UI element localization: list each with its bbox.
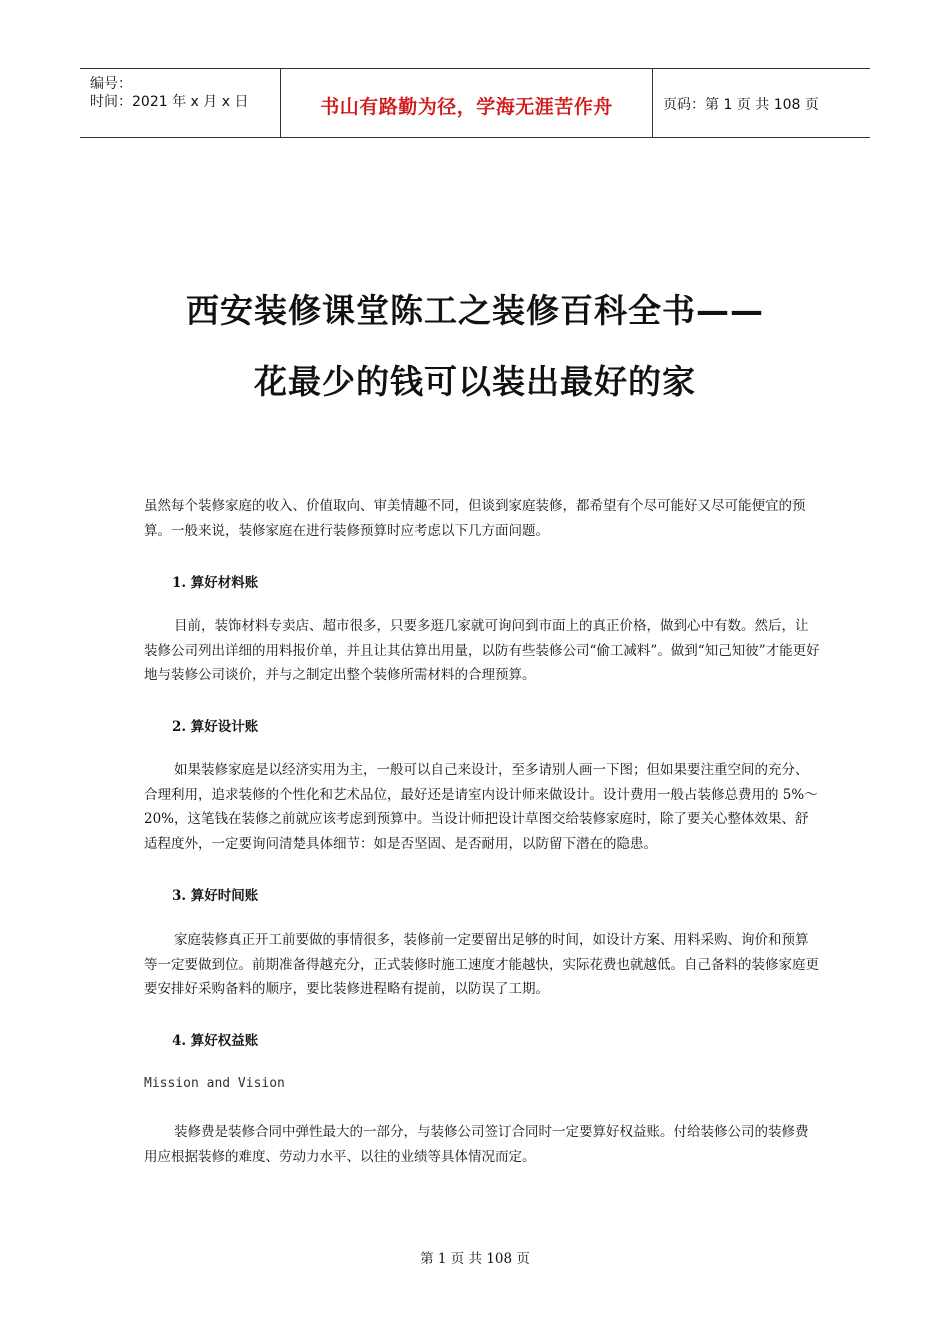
header-page-info: 页码：第 1 页 共 108 页 [663,97,819,113]
header-motto-cell [281,69,653,137]
header-meta-cell [80,69,281,137]
date-label: 时间：2021 年 x 月 x 日 [90,94,249,110]
page-footer: 第 1 页 共 108 页 [420,1251,530,1267]
serial-label: 编号： [90,76,132,92]
title-line-1: 西安装修课堂陈工之装修百科全书—— [186,291,764,330]
title-line-2: 花最少的钱可以装出最好的家 [254,362,696,401]
section-body-4: 装修费是装修合同中弹性最大的一部分，与装修公司签订合同时一定要算好权益账。付给装修公司的装修费用应根据装修的难度、劳动力水平、以往的业绩等具体情况而定。 [144,1124,809,1165]
header-motto: 书山有路勤为径，学海无涯苦作舟 [320,96,613,118]
section-body-3: 家庭装修真正开工前要做的事情很多，装修前一定要留出足够的时间，如设计方案、用料采购、询价和预算等一定要做到位。前期准备得越充分，正式装修时施工速度才能越快，实际花费也就越低。自己备料的装修家庭更要安排好采购备料的顺序，要比装修进程略有提前，以防误了工期。 [144,932,819,997]
header-page-cell [653,69,870,137]
section-body-1: 目前，装饰材料专卖店、超市很多，只要多逛几家就可询问到市面上的真正价格，做到心中有数。然后，让装修公司列出详细的用料报价单，并且让其估算出用量，以防有些装修公司“偷工减料”。做到“知己知彼”才能更好地与装修公司谈价，并与之制定出整个装修所需材料的合理预算。 [144,618,820,683]
section-heading-2: 2. 算好设计账 [172,719,259,735]
section-heading-4: 4. 算好权益账 [172,1033,259,1049]
section-body-2: 如果装修家庭是以经济实用为主，一般可以自己来设计，至多请别人画一下图；但如果要注重空间的充分、合理利用，追求装修的个性化和艺术品位，最好还是请室内设计师来做设计。设计费用一般占装修总费用的 5%～20%，这笔钱在装修之前就应该考虑到预算中。当设计师把设计草图交给装修家庭时，除了要关心整体效果、舒适程度外，一定要询问清楚具体细节：如是否坚固、是否耐用，以防留下潜在的隐患。 [144,762,818,852]
intro-paragraph: 虽然每个装修家庭的收入、价值取向、审美情趣不同，但谈到家庭装修，都希望有个尽可能好又尽可能便宜的预算。一般来说，装修家庭在进行装修预算时应考虑以下几方面问题。 [144,498,806,539]
document-header [80,68,870,138]
section-heading-1: 1. 算好材料账 [172,575,259,591]
section-heading-3: 3. 算好时间账 [172,888,259,904]
mission-line: Mission and Vision [144,1076,285,1091]
